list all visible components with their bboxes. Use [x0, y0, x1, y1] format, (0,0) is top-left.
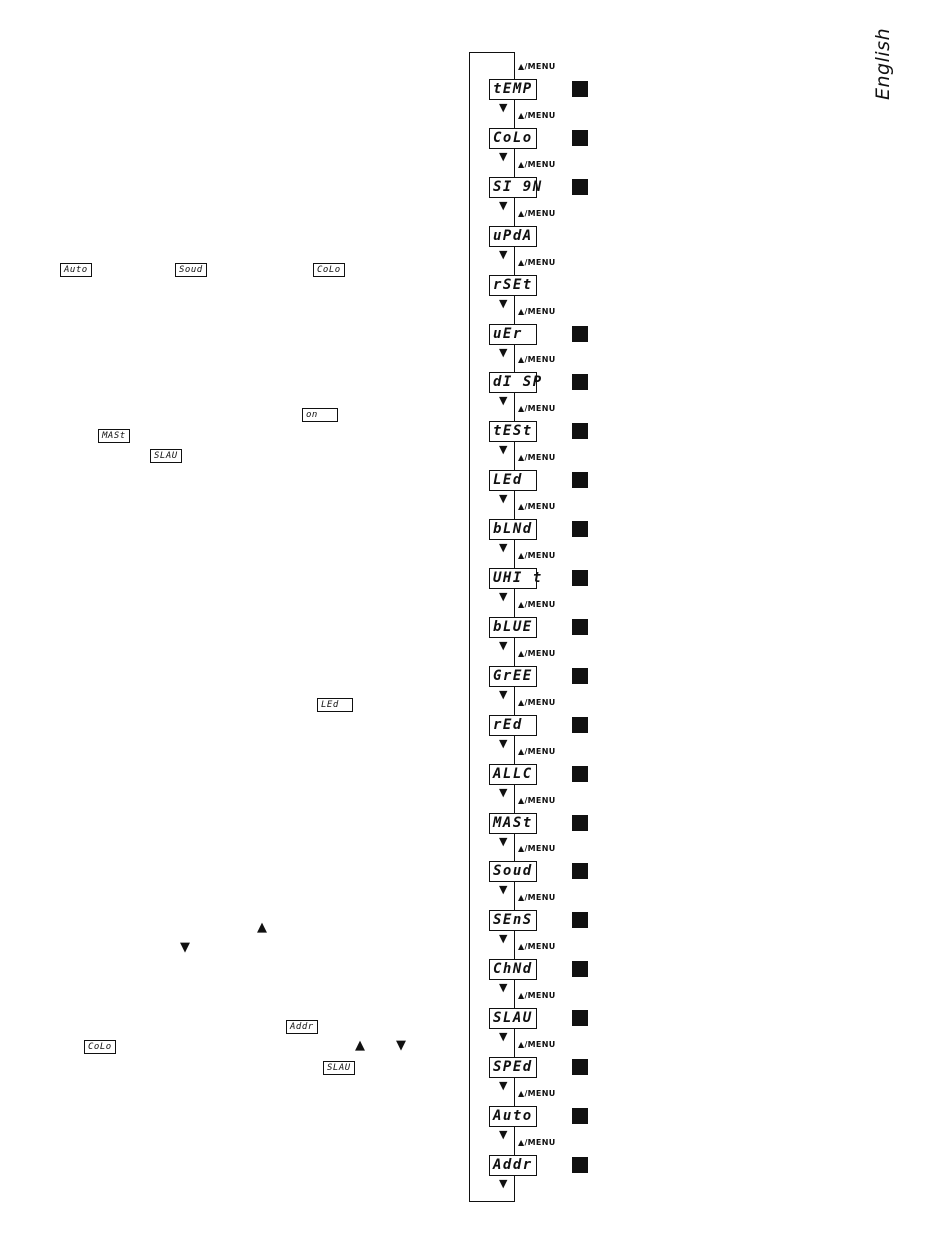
down-arrow-icon: ▼	[499, 297, 508, 310]
menu-item-marker	[572, 619, 588, 635]
down-arrow-icon: ▼	[499, 590, 508, 603]
menu-display-item: SPEd	[489, 1057, 537, 1078]
down-arrow-icon: ▼	[499, 199, 508, 212]
menu-up-label: ▲/MENU	[518, 1040, 556, 1049]
menu-display-item: dI SP	[489, 372, 537, 393]
menu-display-item: SEnS	[489, 910, 537, 931]
menu-up-label: ▲/MENU	[518, 160, 556, 169]
menu-up-label: ▲/MENU	[518, 307, 556, 316]
down-arrow-icon: ▼	[499, 101, 508, 114]
menu-up-label: ▲/MENU	[518, 600, 556, 609]
display-soud: Soud	[175, 263, 207, 277]
menu-display-item: rEd	[489, 715, 537, 736]
display-auto: Auto	[60, 263, 92, 277]
display-colo: CoLo	[313, 263, 345, 277]
display-mast: MASt	[98, 429, 130, 443]
language-label: English	[872, 27, 894, 100]
menu-item-marker	[572, 374, 588, 390]
menu-display-item: LEd	[489, 470, 537, 491]
menu-up-label: ▲/MENU	[518, 502, 556, 511]
menu-display-item: tEMP	[489, 79, 537, 100]
down-arrow-icon: ▼	[499, 443, 508, 456]
menu-display-item: GrEE	[489, 666, 537, 687]
down-arrow-icon: ▼	[499, 346, 508, 359]
menu-display-item: CoLo	[489, 128, 537, 149]
menu-display-item: Soud	[489, 861, 537, 882]
display-slau: SLAU	[150, 449, 182, 463]
display-on: on	[302, 408, 338, 422]
menu-up-label: ▲/MENU	[518, 649, 556, 658]
menu-up-label: ▲/MENU	[518, 796, 556, 805]
down-arrow-icon: ▼	[499, 932, 508, 945]
menu-display-item: ALLC	[489, 764, 537, 785]
menu-up-label: ▲/MENU	[518, 698, 556, 707]
down-arrow-icon: ▼	[180, 940, 190, 955]
menu-item-marker	[572, 961, 588, 977]
menu-display-item: SI 9N	[489, 177, 537, 198]
down-arrow-icon: ▼	[499, 541, 508, 554]
menu-item-marker	[572, 472, 588, 488]
menu-up-label: ▲/MENU	[518, 62, 556, 71]
menu-up-label: ▲/MENU	[518, 111, 556, 120]
menu-item-marker	[572, 179, 588, 195]
menu-bracket-bottom	[469, 1201, 515, 1202]
down-arrow-icon: ▼	[499, 737, 508, 750]
menu-item-marker	[572, 521, 588, 537]
menu-item-marker	[572, 81, 588, 97]
menu-up-label: ▲/MENU	[518, 747, 556, 756]
menu-up-label: ▲/MENU	[518, 355, 556, 364]
menu-item-marker	[572, 1059, 588, 1075]
down-arrow-icon: ▼	[499, 981, 508, 994]
menu-item-marker	[572, 423, 588, 439]
down-arrow-icon: ▼	[499, 639, 508, 652]
menu-item-marker	[572, 912, 588, 928]
display-slau-2: SLAU	[323, 1061, 355, 1075]
menu-up-label: ▲/MENU	[518, 844, 556, 853]
menu-item-marker	[572, 130, 588, 146]
up-arrow-icon: ▲	[355, 1038, 365, 1053]
menu-item-marker	[572, 668, 588, 684]
menu-item-marker	[572, 815, 588, 831]
menu-bracket-top	[469, 52, 515, 53]
down-arrow-icon: ▼	[499, 786, 508, 799]
down-arrow-icon: ▼	[499, 492, 508, 505]
menu-display-item: Auto	[489, 1106, 537, 1127]
menu-item-marker	[572, 570, 588, 586]
display-colo-2: CoLo	[84, 1040, 116, 1054]
menu-up-label: ▲/MENU	[518, 453, 556, 462]
menu-display-item: SLAU	[489, 1008, 537, 1029]
menu-up-label: ▲/MENU	[518, 404, 556, 413]
menu-display-item: uEr	[489, 324, 537, 345]
menu-display-item: Addr	[489, 1155, 537, 1176]
display-addr: Addr	[286, 1020, 318, 1034]
down-arrow-icon: ▼	[396, 1038, 406, 1053]
menu-display-item: uPdA	[489, 226, 537, 247]
menu-display-item: ChNd	[489, 959, 537, 980]
menu-item-marker	[572, 1010, 588, 1026]
display-led: LEd	[317, 698, 353, 712]
menu-up-label: ▲/MENU	[518, 209, 556, 218]
menu-item-marker	[572, 1108, 588, 1124]
menu-up-label: ▲/MENU	[518, 551, 556, 560]
down-arrow-icon: ▼	[499, 1177, 508, 1190]
menu-display-item: bLNd	[489, 519, 537, 540]
up-arrow-icon: ▲	[257, 920, 267, 935]
down-arrow-icon: ▼	[499, 1030, 508, 1043]
menu-display-item: tESt	[489, 421, 537, 442]
menu-display-item: MASt	[489, 813, 537, 834]
menu-up-label: ▲/MENU	[518, 991, 556, 1000]
down-arrow-icon: ▼	[499, 688, 508, 701]
menu-item-marker	[572, 717, 588, 733]
menu-item-marker	[572, 1157, 588, 1173]
menu-display-item: rSEt	[489, 275, 537, 296]
down-arrow-icon: ▼	[499, 150, 508, 163]
menu-up-label: ▲/MENU	[518, 1089, 556, 1098]
menu-up-label: ▲/MENU	[518, 942, 556, 951]
menu-bracket-line	[469, 52, 470, 1202]
down-arrow-icon: ▼	[499, 883, 508, 896]
down-arrow-icon: ▼	[499, 835, 508, 848]
menu-up-label: ▲/MENU	[518, 893, 556, 902]
menu-up-label: ▲/MENU	[518, 258, 556, 267]
down-arrow-icon: ▼	[499, 1128, 508, 1141]
down-arrow-icon: ▼	[499, 248, 508, 261]
menu-item-marker	[572, 326, 588, 342]
menu-display-item: UHI t	[489, 568, 537, 589]
menu-up-label: ▲/MENU	[518, 1138, 556, 1147]
menu-display-item: bLUE	[489, 617, 537, 638]
menu-item-marker	[572, 863, 588, 879]
down-arrow-icon: ▼	[499, 394, 508, 407]
down-arrow-icon: ▼	[499, 1079, 508, 1092]
menu-item-marker	[572, 766, 588, 782]
